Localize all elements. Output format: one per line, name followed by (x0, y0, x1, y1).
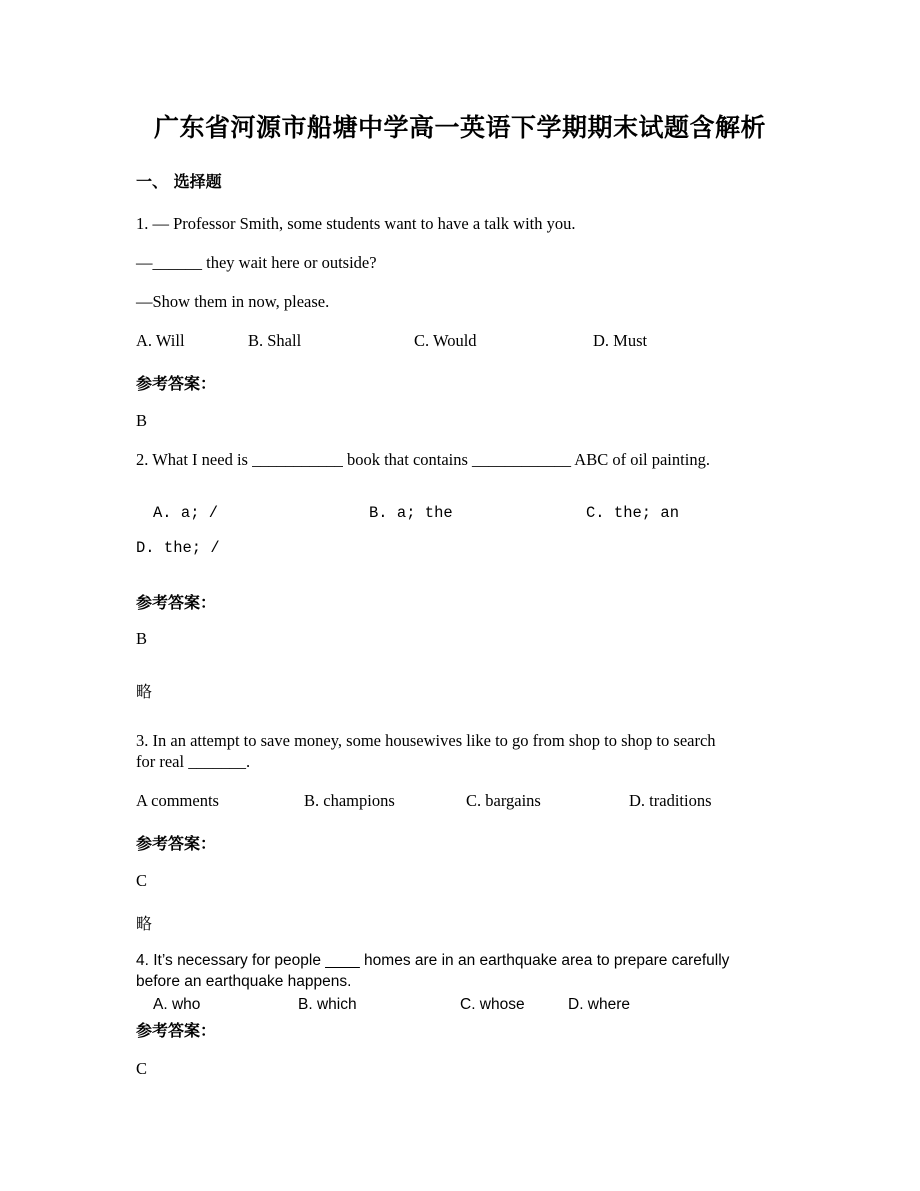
q2-note: 略 (136, 682, 153, 701)
q1-answer-label: 参考答案： (136, 374, 217, 393)
q1-line2: —______ they wait here or outside? (136, 253, 377, 272)
q4-option-c: C. whose (460, 996, 525, 1013)
q2-option-d: D. the; / (136, 539, 220, 557)
q3-option-b: B. champions (304, 791, 395, 810)
q3-option-a: A comments (136, 791, 219, 810)
q3-option-c: C. bargains (466, 791, 541, 810)
q3-line2: for real _______. (136, 752, 251, 771)
q1-option-c: C. Would (414, 331, 477, 350)
q1-option-a: A. Will (136, 331, 185, 350)
q1-line3: —Show them in now, please. (136, 292, 330, 311)
q2-option-a: A. a; / (153, 504, 219, 522)
q4-answer-label: 参考答案： (136, 1021, 217, 1040)
q2-answer: B (136, 629, 148, 648)
page-title: 广东省河源市船塘中学高一英语下学期期末试题含解析 (153, 113, 766, 142)
q4-option-a: A. who (153, 996, 201, 1013)
q3-line1: 3. In an attempt to save money, some housewives like to go from shop to shop to search (136, 731, 716, 750)
section-heading: 一、 选择题 (136, 172, 222, 191)
q4-line1: 4. It’s necessary for people ____ homes are in an earthquake area to prepare carefully (136, 952, 730, 969)
q1-option-d: D. Must (593, 331, 648, 350)
q4-option-b: B. which (298, 996, 357, 1013)
q2-option-b: B. a; the (369, 504, 453, 522)
q3-answer-label: 参考答案： (136, 834, 217, 853)
q3-answer: C (136, 871, 148, 890)
q3-option-d: D. traditions (629, 791, 712, 810)
q2-line1: 2. What I need is ___________ book that contains ____________ ABC of oil painting. (136, 450, 710, 469)
q1-line1: 1. — Professor Smith, some students want to have a talk with you. (136, 214, 576, 233)
q4-answer: C (136, 1059, 148, 1078)
q2-answer-label: 参考答案： (136, 593, 217, 612)
q1-option-b: B. Shall (248, 331, 302, 350)
q3-note: 略 (136, 914, 153, 933)
q4-line2: before an earthquake happens. (136, 973, 352, 990)
q1-answer: B (136, 411, 148, 430)
q4-option-d: D. where (568, 996, 631, 1013)
q2-option-c: C. the; an (586, 504, 680, 522)
